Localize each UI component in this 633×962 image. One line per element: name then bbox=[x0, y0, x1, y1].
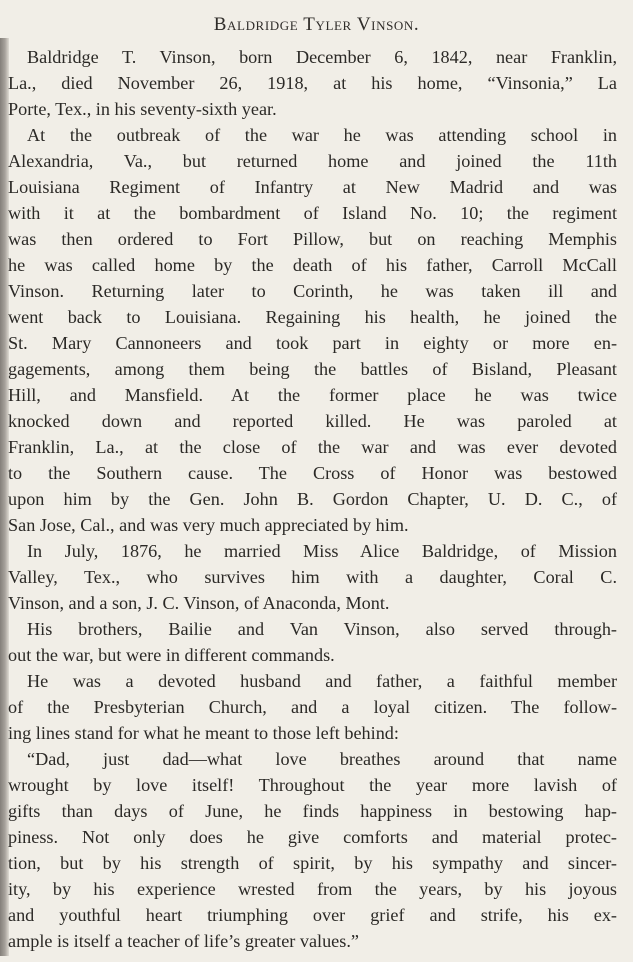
text-line: gifts than days of June, he finds happiness in bestowing hap- bbox=[8, 801, 617, 821]
article-title: Baldridge Tyler Vinson. bbox=[213, 14, 420, 35]
text-line: of the Presbyterian Church, and a loyal citizen. The follow- bbox=[8, 697, 617, 717]
text-line: Valley, Tex., who survives him with a daughter, Coral C. bbox=[8, 567, 617, 587]
text-line: San Jose, Cal., and was very much appreciated by him. bbox=[8, 515, 409, 535]
text-line: Franklin, La., at the close of the war and was ever devoted bbox=[8, 437, 617, 457]
text-line: Louisiana Regiment of Infantry at New Madrid and was bbox=[8, 177, 617, 197]
text-line: knocked down and reported killed. He was paroled at bbox=[8, 411, 617, 431]
text-line: wrought by love itself! Throughout the year more lavish of bbox=[8, 775, 617, 795]
text-line: Baldridge T. Vinson, born December 6, 1842, near Franklin, bbox=[27, 47, 617, 67]
text-line: to the Southern cause. The Cross of Honor was bestowed bbox=[8, 463, 617, 483]
text-line: ing lines stand for what he meant to those left behind: bbox=[8, 723, 399, 743]
text-line: La., died November 26, 1918, at his home, “Vinsonia,” La bbox=[8, 73, 617, 93]
text-line: upon him by the Gen. John B. Gordon Chapter, U. D. C., of bbox=[8, 489, 617, 509]
text-line: At the outbreak of the war he was attending school in bbox=[27, 125, 617, 145]
text-line: piness. Not only does he give comforts and material protec- bbox=[8, 827, 617, 847]
text-line: ample is itself a teacher of life’s greater values.” bbox=[8, 931, 359, 951]
text-line: St. Mary Cannoneers and took part in eighty or more en- bbox=[8, 333, 617, 353]
text-line: Porte, Tex., in his seventy-sixth year. bbox=[8, 99, 277, 119]
text-line: with it at the bombardment of Island No. 10; the regiment bbox=[8, 203, 617, 223]
text-line: was then ordered to Fort Pillow, but on reaching Memphis bbox=[8, 229, 617, 249]
text-line: Vinson. Returning later to Corinth, he was taken ill and bbox=[8, 281, 617, 301]
text-line: “Dad, just dad—what love breathes around that name bbox=[27, 749, 617, 769]
text-line: gagements, among them being the battles of Bisland, Pleasant bbox=[8, 359, 617, 379]
text-line: Vinson, and a son, J. C. Vinson, of Anaconda, Mont. bbox=[8, 593, 390, 613]
text-line: Alexandria, Va., but returned home and joined the 11th bbox=[8, 151, 617, 171]
text-line: he was called home by the death of his father, Carroll McCall bbox=[8, 255, 617, 275]
text-line: Hill, and Mansfield. At the former place he was twice bbox=[8, 385, 617, 405]
text-line: In July, 1876, he married Miss Alice Baldridge, of Mission bbox=[27, 541, 617, 561]
text-line: tion, but by his strength of spirit, by his sympathy and sincer- bbox=[8, 853, 617, 873]
text-line: out the war, but were in different commands. bbox=[8, 645, 335, 665]
text-line: He was a devoted husband and father, a faithful member bbox=[27, 671, 617, 691]
text-line: His brothers, Bailie and Van Vinson, also served through- bbox=[27, 619, 617, 639]
text-line: and youthful heart triumphing over grief and strife, his ex- bbox=[8, 905, 617, 925]
text-line: ity, by his experience wrested from the years, by his joyous bbox=[8, 879, 617, 899]
text-line: went back to Louisiana. Regaining his health, he joined the bbox=[8, 307, 617, 327]
